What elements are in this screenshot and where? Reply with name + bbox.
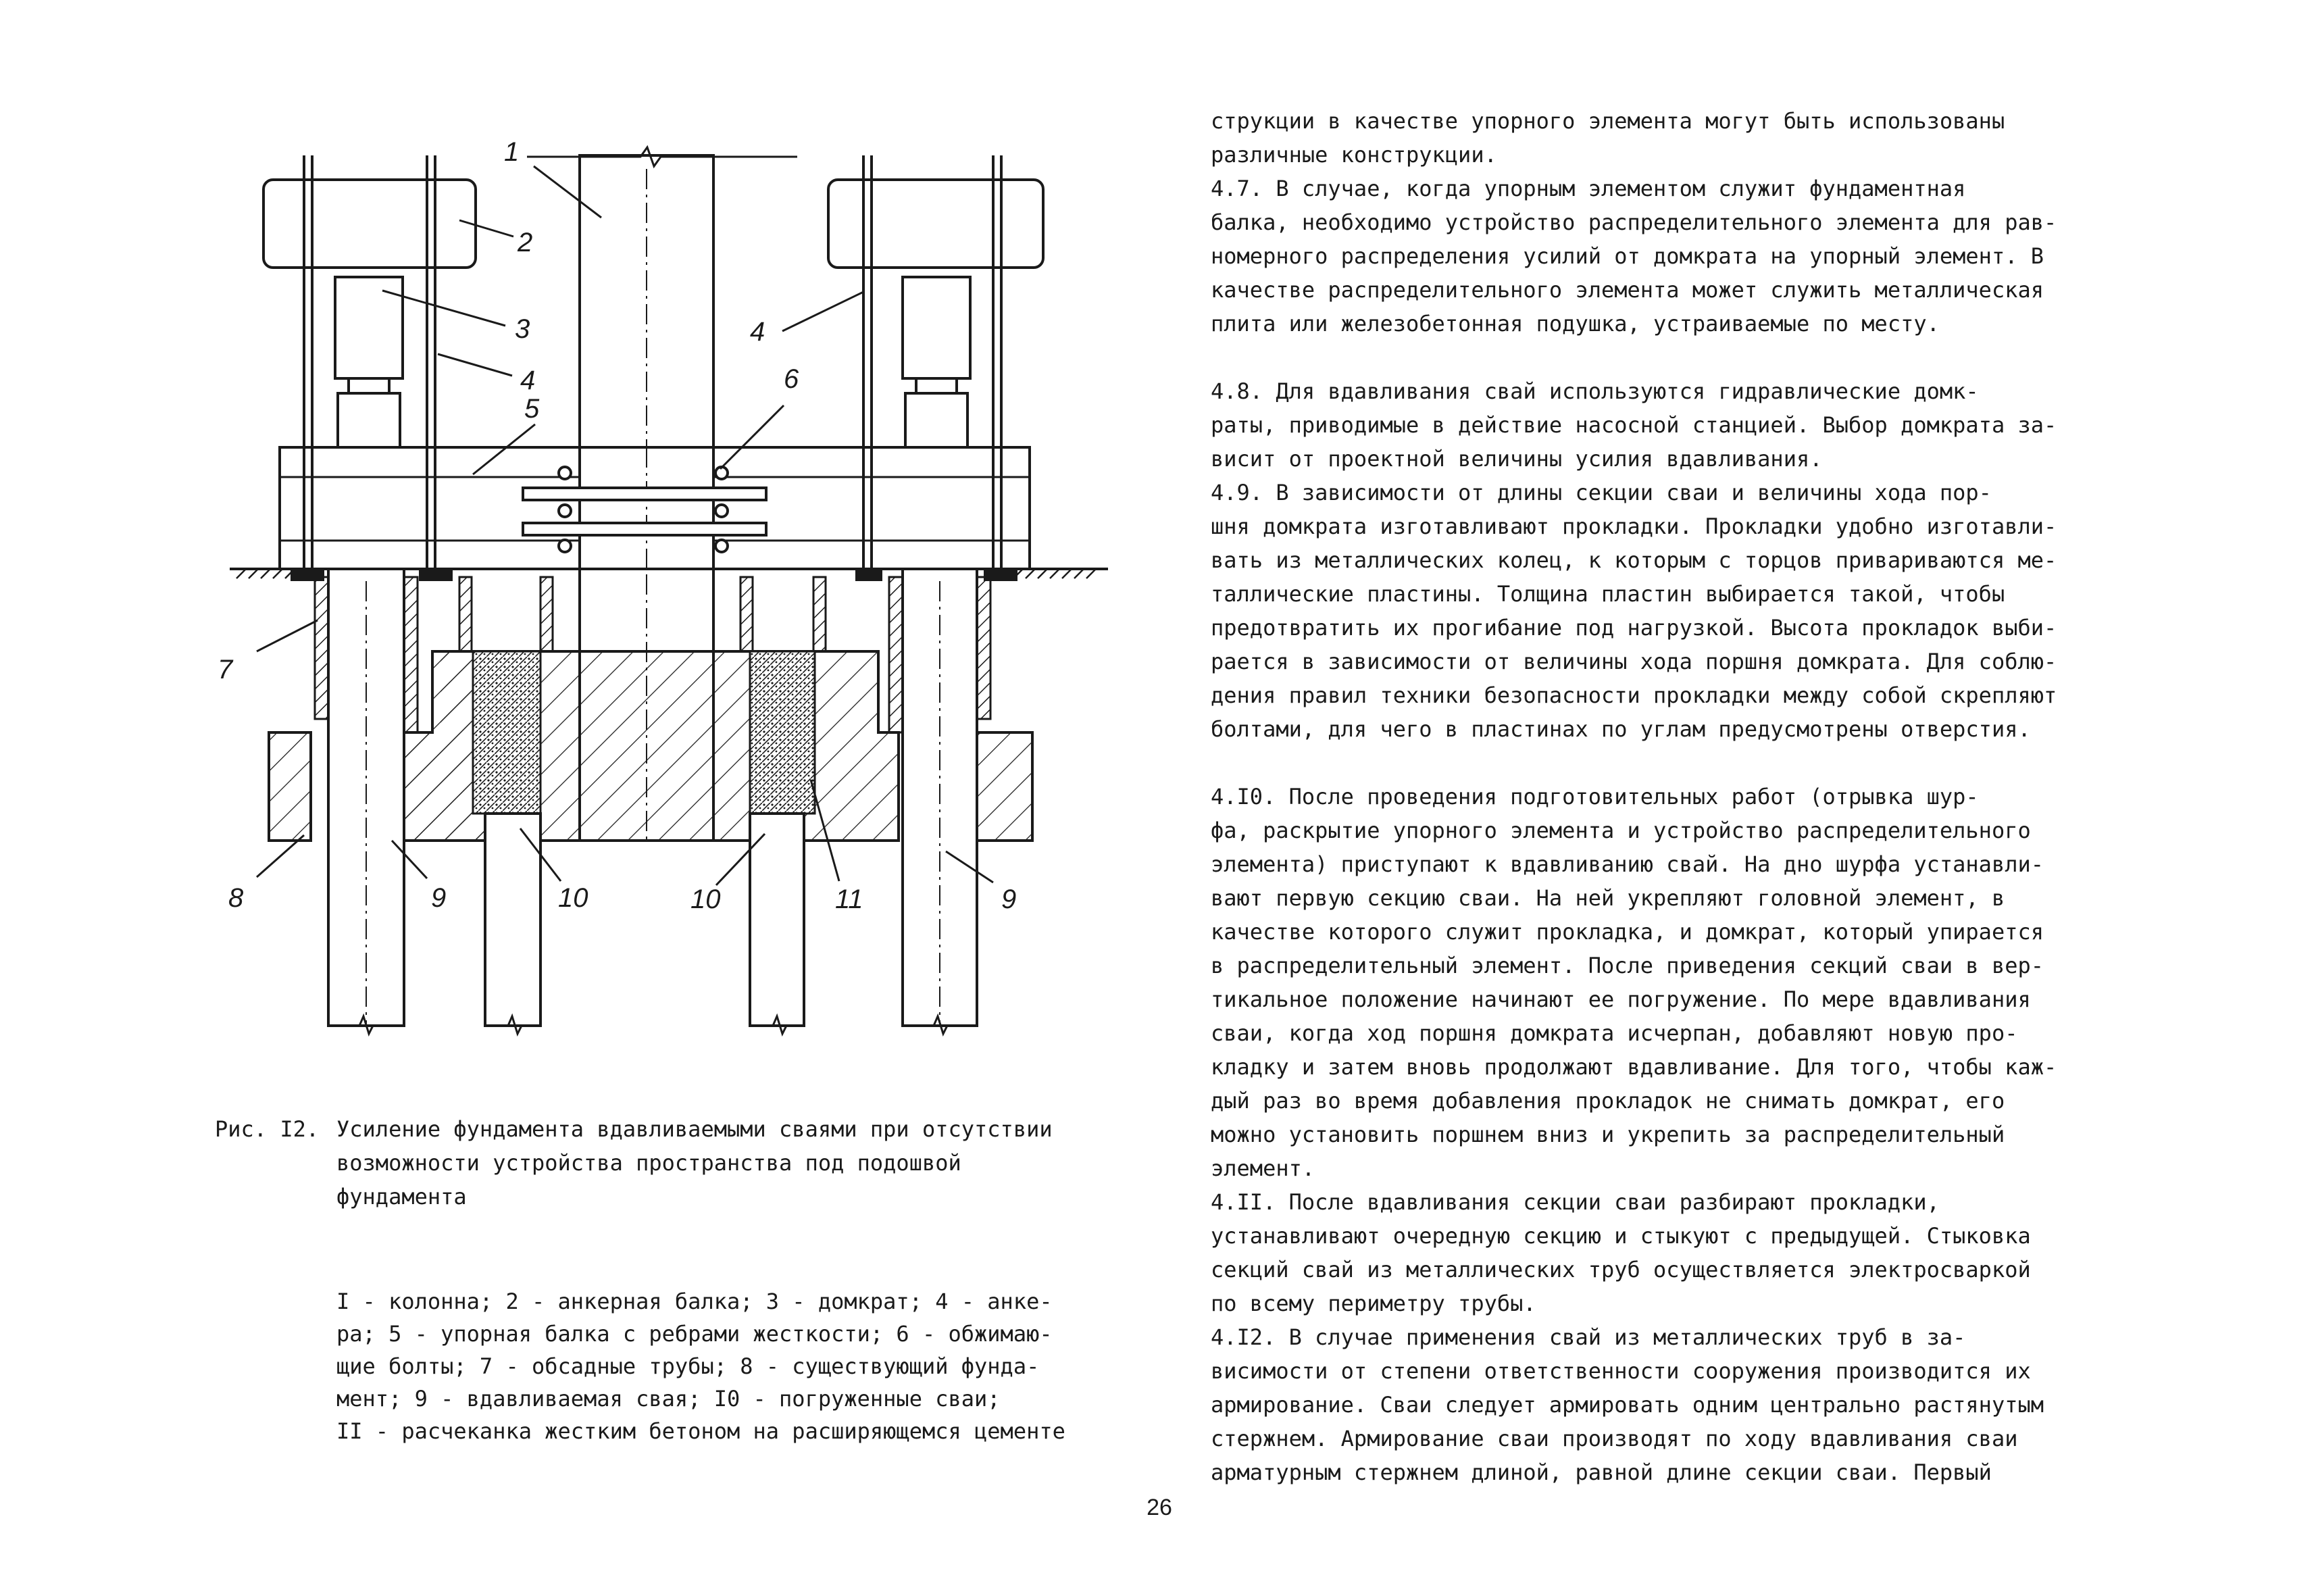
callout-7: 7 xyxy=(218,655,233,684)
paragraph-continued: струкции в качестве упорного элемента могут быть использованы различные конструкции. xyxy=(1211,108,2005,168)
callout-10-left: 10 xyxy=(558,883,588,913)
callout-10-right: 10 xyxy=(690,884,721,914)
foundation-diagram xyxy=(203,128,1176,1061)
callout-8: 8 xyxy=(228,883,244,913)
paragraph-4-10: 4.I0. После проведения подготовительных работ (отрывка шур- фа, раскрытие упорного элемента и устройство распределительного элемента) приступают к вдавливанию свай. На дно шурфа устанавли- вают первую секцию сваи. На ней укрепляют головной элемент, в качестве которого служит прокладка, и домкрат, который упирается в распределительный элемент. После приведения секций сваи в вер- тикальное положение начинают ее погружение. По мере вдавливания сваи, когда ход поршня домкрата исчерпан, добавляют новую про- кладку и затем вновь продолжают вдавливание. Для того, чтобы каж- дый раз во время добавления прокладок не снимать домкрат, его можно установить поршнем вниз и укрепить за распределительный элемент. xyxy=(1211,784,2057,1181)
figure-caption-label: Рис. I2. xyxy=(215,1116,320,1142)
callout-4-left: 4 xyxy=(520,366,536,395)
right-text-column xyxy=(1211,104,2136,1489)
callout-3: 3 xyxy=(515,314,530,344)
paragraph-4-7: 4.7. В случае, когда упорным элементом служит фундаментная балка, необходимо устройство распределительного элемента для рав- номерного распределения усилий от домкрата на упорный элемент. В качестве распределительного элемента может служить металлическая плита или железобетонная подушка, устраиваемые по месту. xyxy=(1211,176,2057,336)
paragraph-4-8: 4.8. Для вдавливания свай используются гидравлические домк- раты, приводимые в действие насосной станцией. Выбор домкрата за- висит от проектной величины усилия вдавливания. xyxy=(1211,378,2057,472)
figure-caption-text: Усиление фундамента вдавливаемыми сваями при отсутствии возможности устройства пространства под подошвой фундамента xyxy=(336,1116,1053,1210)
paragraph-4-11: 4.II. После вдавливания секции сваи разбирают прокладки, устанавливают очередную секцию и стыкуют с предыдущей. Стыковка секций свай из металлических труб осуществляется электросваркой по всему периметру трубы. xyxy=(1211,1189,2031,1316)
callout-1: 1 xyxy=(504,137,520,167)
callout-9-left: 9 xyxy=(431,883,447,913)
paragraph-4-9: 4.9. В зависимости от длины секции сваи и величины хода пор- шня домкрата изготавливают прокладки. Прокладки удобно изготавли- вать из металлических колец, к которым с торцов привариваются ме- таллические пластины. Толщина пластин выбирается такой, чтобы предотвратить их прогибание под нагрузкой. Высота прокладок выби- рается в зависимости от величины хода поршня домкрата. Для соблю- дения правил техники безопасности прокладки между собой скрепляют болтами, для чего в пластинах по углам предусмотрены отверстия. xyxy=(1211,480,2057,742)
figure-legend: I - колонна; 2 - анкерная балка; 3 - домкрат; 4 - анке- ра; 5 - упорная балка с ребрами жесткости; 6 - обжимаю- щие болты; 7 - обсадные трубы; 8 - существующий фунда- мент; 9 - вдавливаемая свая; I0 - погруженные сваи; II - расчеканка жестким бетоном на расширяющемся цементе xyxy=(336,1289,1065,1444)
callout-4-right: 4 xyxy=(750,317,765,347)
callout-11: 11 xyxy=(835,884,863,914)
paragraph-4-12: 4.I2. В случае применения свай из металлических труб в за- висимости от степени ответственности сооружения производится их армирование. Сваи следует армировать одним центрально растянутым стержнем. Армирование сваи производят по ходу вдавливания сваи арматурным стержнем длиной, равной длине секции сваи. Первый xyxy=(1211,1324,2044,1485)
callout-2: 2 xyxy=(518,228,533,257)
callout-5: 5 xyxy=(524,394,540,424)
callout-9-right: 9 xyxy=(1001,884,1017,914)
callout-6: 6 xyxy=(784,364,799,394)
page-number: 26 xyxy=(1147,1495,1172,1520)
